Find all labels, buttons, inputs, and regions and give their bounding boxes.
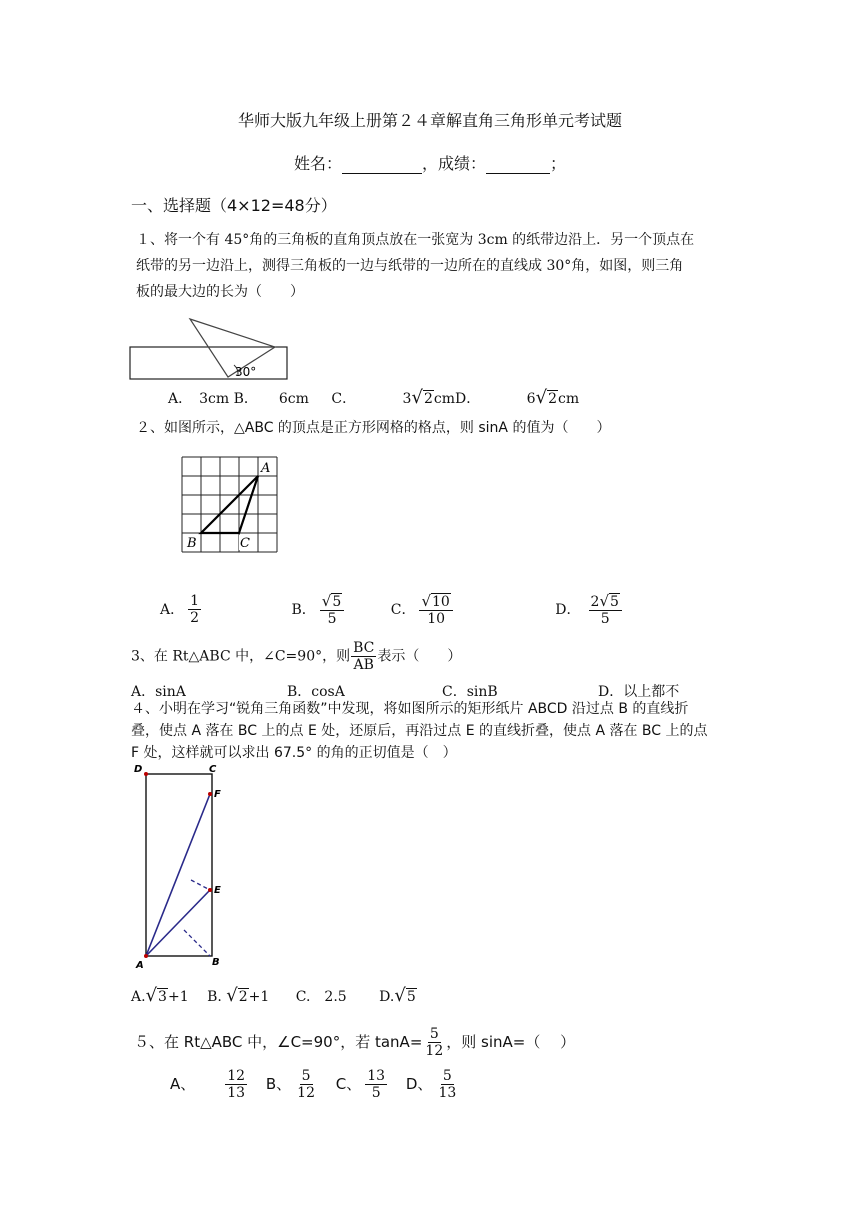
dashed-crease-upper — [191, 880, 210, 890]
q5-stem-post: ，则 sinA=（ ） — [446, 1033, 576, 1051]
unit: cmD． — [433, 391, 481, 407]
radicand: 5 — [406, 989, 416, 1005]
opt-letter: D． — [555, 601, 581, 618]
label-f: F — [214, 789, 221, 800]
q2-options — [160, 592, 622, 627]
radicand: 10 — [432, 594, 450, 610]
q2-option-d[interactable]: D． 2 √ 5 5 — [555, 602, 622, 618]
label-b: B — [212, 957, 220, 968]
q4-line-1: ４、小明在学习“锐角三角函数”中发现，将如图所示的矩形纸片 ABCD 沿过点 B 的直线折 — [131, 701, 689, 717]
label-e: E — [214, 885, 221, 896]
score-blank[interactable] — [486, 156, 550, 174]
opt-letter: D. — [379, 989, 395, 1005]
radicand: 2 — [238, 989, 248, 1005]
paper-strip — [130, 347, 287, 379]
denominator: 5 — [327, 611, 337, 627]
q1-line-1: １、将一个有 45°角的三角板的直角顶点放在一张宽为 3cm 的纸带边沿上．另一个顶点在 — [136, 232, 695, 248]
q3-option-d[interactable]: D．以上都不 — [598, 684, 680, 700]
q1-figure — [128, 315, 290, 381]
q3-option-b[interactable]: B．cosA — [287, 684, 345, 700]
denominator: 12 — [297, 1085, 315, 1101]
q1-option-b[interactable]: B． 6cm — [233, 391, 309, 407]
denominator: 5 — [600, 611, 610, 627]
numerator: 12 — [227, 1068, 246, 1084]
point-d — [144, 772, 148, 776]
q4-rectangle-figure — [130, 760, 230, 972]
triangle-abc — [201, 476, 258, 533]
rectangle-abcd — [146, 774, 212, 956]
q3-option-a[interactable]: A．sinA — [131, 684, 186, 700]
triangle-ruler — [190, 319, 275, 377]
q1-option-c-value: 3 √ 2 cmD． — [402, 387, 481, 408]
denominator: 10 — [427, 611, 446, 627]
q4-option-d[interactable]: D. √ 5 — [379, 985, 416, 1006]
q1-option-d-value[interactable]: 6 √ 2 cm — [526, 387, 580, 408]
label-a: A — [261, 461, 271, 476]
opt-letter: B． — [291, 601, 316, 618]
q2-grid-figure — [180, 455, 280, 555]
q3-stem-post: 表示（ ） — [377, 648, 462, 665]
name-label: 姓名： — [293, 154, 342, 173]
q5-options — [170, 1068, 458, 1101]
q4-line-2: 叠，使点 A 落在 BC 上的点 E 处，还原后，再沿过点 E 的直线折叠，使点 A 落在 BC 上的点 — [131, 723, 708, 739]
question-2: ２、如图所示，△ABC 的顶点是正方形网格的格点，则 sinA 的值为（ ） — [136, 420, 611, 436]
radicand: 2 — [548, 391, 557, 407]
label-d: D — [134, 764, 143, 775]
q2-option-c[interactable]: C． √ 10 10 — [391, 602, 453, 618]
coef: 3 — [402, 391, 412, 407]
q2-option-a[interactable] — [160, 593, 201, 626]
point-a — [144, 954, 148, 958]
numerator: 5 — [301, 1068, 311, 1084]
q4-line-3: F 处，这样就可以求出 67.5° 的角的正切值是（ ） — [131, 745, 457, 761]
opt-letter: B、 — [265, 1075, 292, 1093]
q5-fraction-numerator: 5 — [429, 1026, 439, 1042]
unit: cm — [557, 391, 580, 407]
angle-label: 30° — [235, 365, 257, 379]
numerator: 1 — [190, 593, 200, 609]
opt-letter: A. — [131, 989, 146, 1005]
q2-option-b[interactable]: B． √ 5 5 — [292, 602, 345, 618]
name-score-line — [0, 151, 860, 174]
q5-option-c[interactable] — [335, 1068, 387, 1101]
page-title: 华师大版九年级上册第２４章解直角三角形单元考试题 — [237, 111, 622, 130]
q5-fraction-denominator: 12 — [425, 1043, 444, 1059]
label-c: C — [240, 536, 250, 551]
q5-option-a[interactable] — [170, 1068, 247, 1101]
q1-option-a[interactable]: A． 3cm — [168, 391, 230, 407]
label-a: A — [136, 960, 144, 971]
section-title: 一、选择题（4×12=48分） — [131, 196, 337, 215]
denominator: 2 — [190, 610, 200, 626]
q4-option-c[interactable]: C. 2.5 — [295, 989, 347, 1005]
denominator: 13 — [438, 1085, 457, 1101]
opt-suffix: +1 — [167, 989, 189, 1005]
numerator: 5 — [442, 1068, 452, 1084]
question-5 — [134, 1026, 575, 1059]
label-c: C — [209, 764, 217, 775]
q3-option-c[interactable]: C．sinB — [442, 684, 498, 700]
q5-option-d[interactable] — [405, 1068, 458, 1101]
q4-option-b[interactable]: B. √ 2 +1 — [207, 985, 270, 1006]
q1-option-c[interactable]: C． — [331, 391, 357, 407]
q4-option-a[interactable]: A. √ 3 +1 — [131, 985, 189, 1006]
label-b: B — [187, 536, 197, 551]
radicand: 3 — [158, 989, 167, 1005]
opt-letter: D、 — [405, 1075, 433, 1093]
opt-letter: C． — [390, 601, 416, 618]
opt-letter: C、 — [335, 1075, 362, 1093]
radicand: 5 — [332, 594, 342, 610]
opt-suffix: +1 — [248, 989, 270, 1005]
q5-option-b[interactable] — [265, 1068, 317, 1101]
radicand: 5 — [610, 594, 619, 610]
point-f — [208, 792, 212, 796]
q4-options — [131, 986, 417, 1006]
opt-letter: B. — [207, 989, 222, 1005]
coef: 2 — [590, 594, 600, 610]
name-blank[interactable] — [342, 156, 422, 174]
opt-letter: A、 — [170, 1075, 196, 1093]
opt-letter: A． — [160, 601, 185, 618]
question-1 — [136, 227, 756, 305]
question-4 — [131, 698, 731, 764]
point-e — [208, 888, 212, 892]
q3-fraction-denominator: AB — [353, 657, 374, 673]
q3-stem-pre: 3、在 Rt△ABC 中，∠C=90°，则 — [131, 648, 351, 665]
denominator: 13 — [227, 1085, 246, 1101]
q3-fraction-numerator: BC — [353, 640, 375, 656]
numerator: 13 — [367, 1068, 386, 1084]
q5-stem-pre: ５、在 Rt△ABC 中，∠C=90°，若 tanA= — [134, 1033, 423, 1051]
fold-line-af — [146, 794, 210, 956]
q1-line-2: 纸带的另一边沿上，测得三角板的一边与纸带的一边所在的直线成 30°角，如图，则三角 — [136, 258, 684, 274]
denominator: 5 — [371, 1085, 381, 1101]
question-3 — [131, 640, 461, 673]
dashed-crease-lower — [184, 930, 210, 956]
name-line-end: ； — [550, 154, 567, 173]
q1-options — [168, 388, 579, 408]
coef: 6 — [526, 391, 536, 407]
radicand: 2 — [423, 391, 433, 407]
score-label: ，成绩： — [421, 154, 486, 173]
q1-line-3: 板的最大边的长为（ ） — [136, 284, 304, 300]
